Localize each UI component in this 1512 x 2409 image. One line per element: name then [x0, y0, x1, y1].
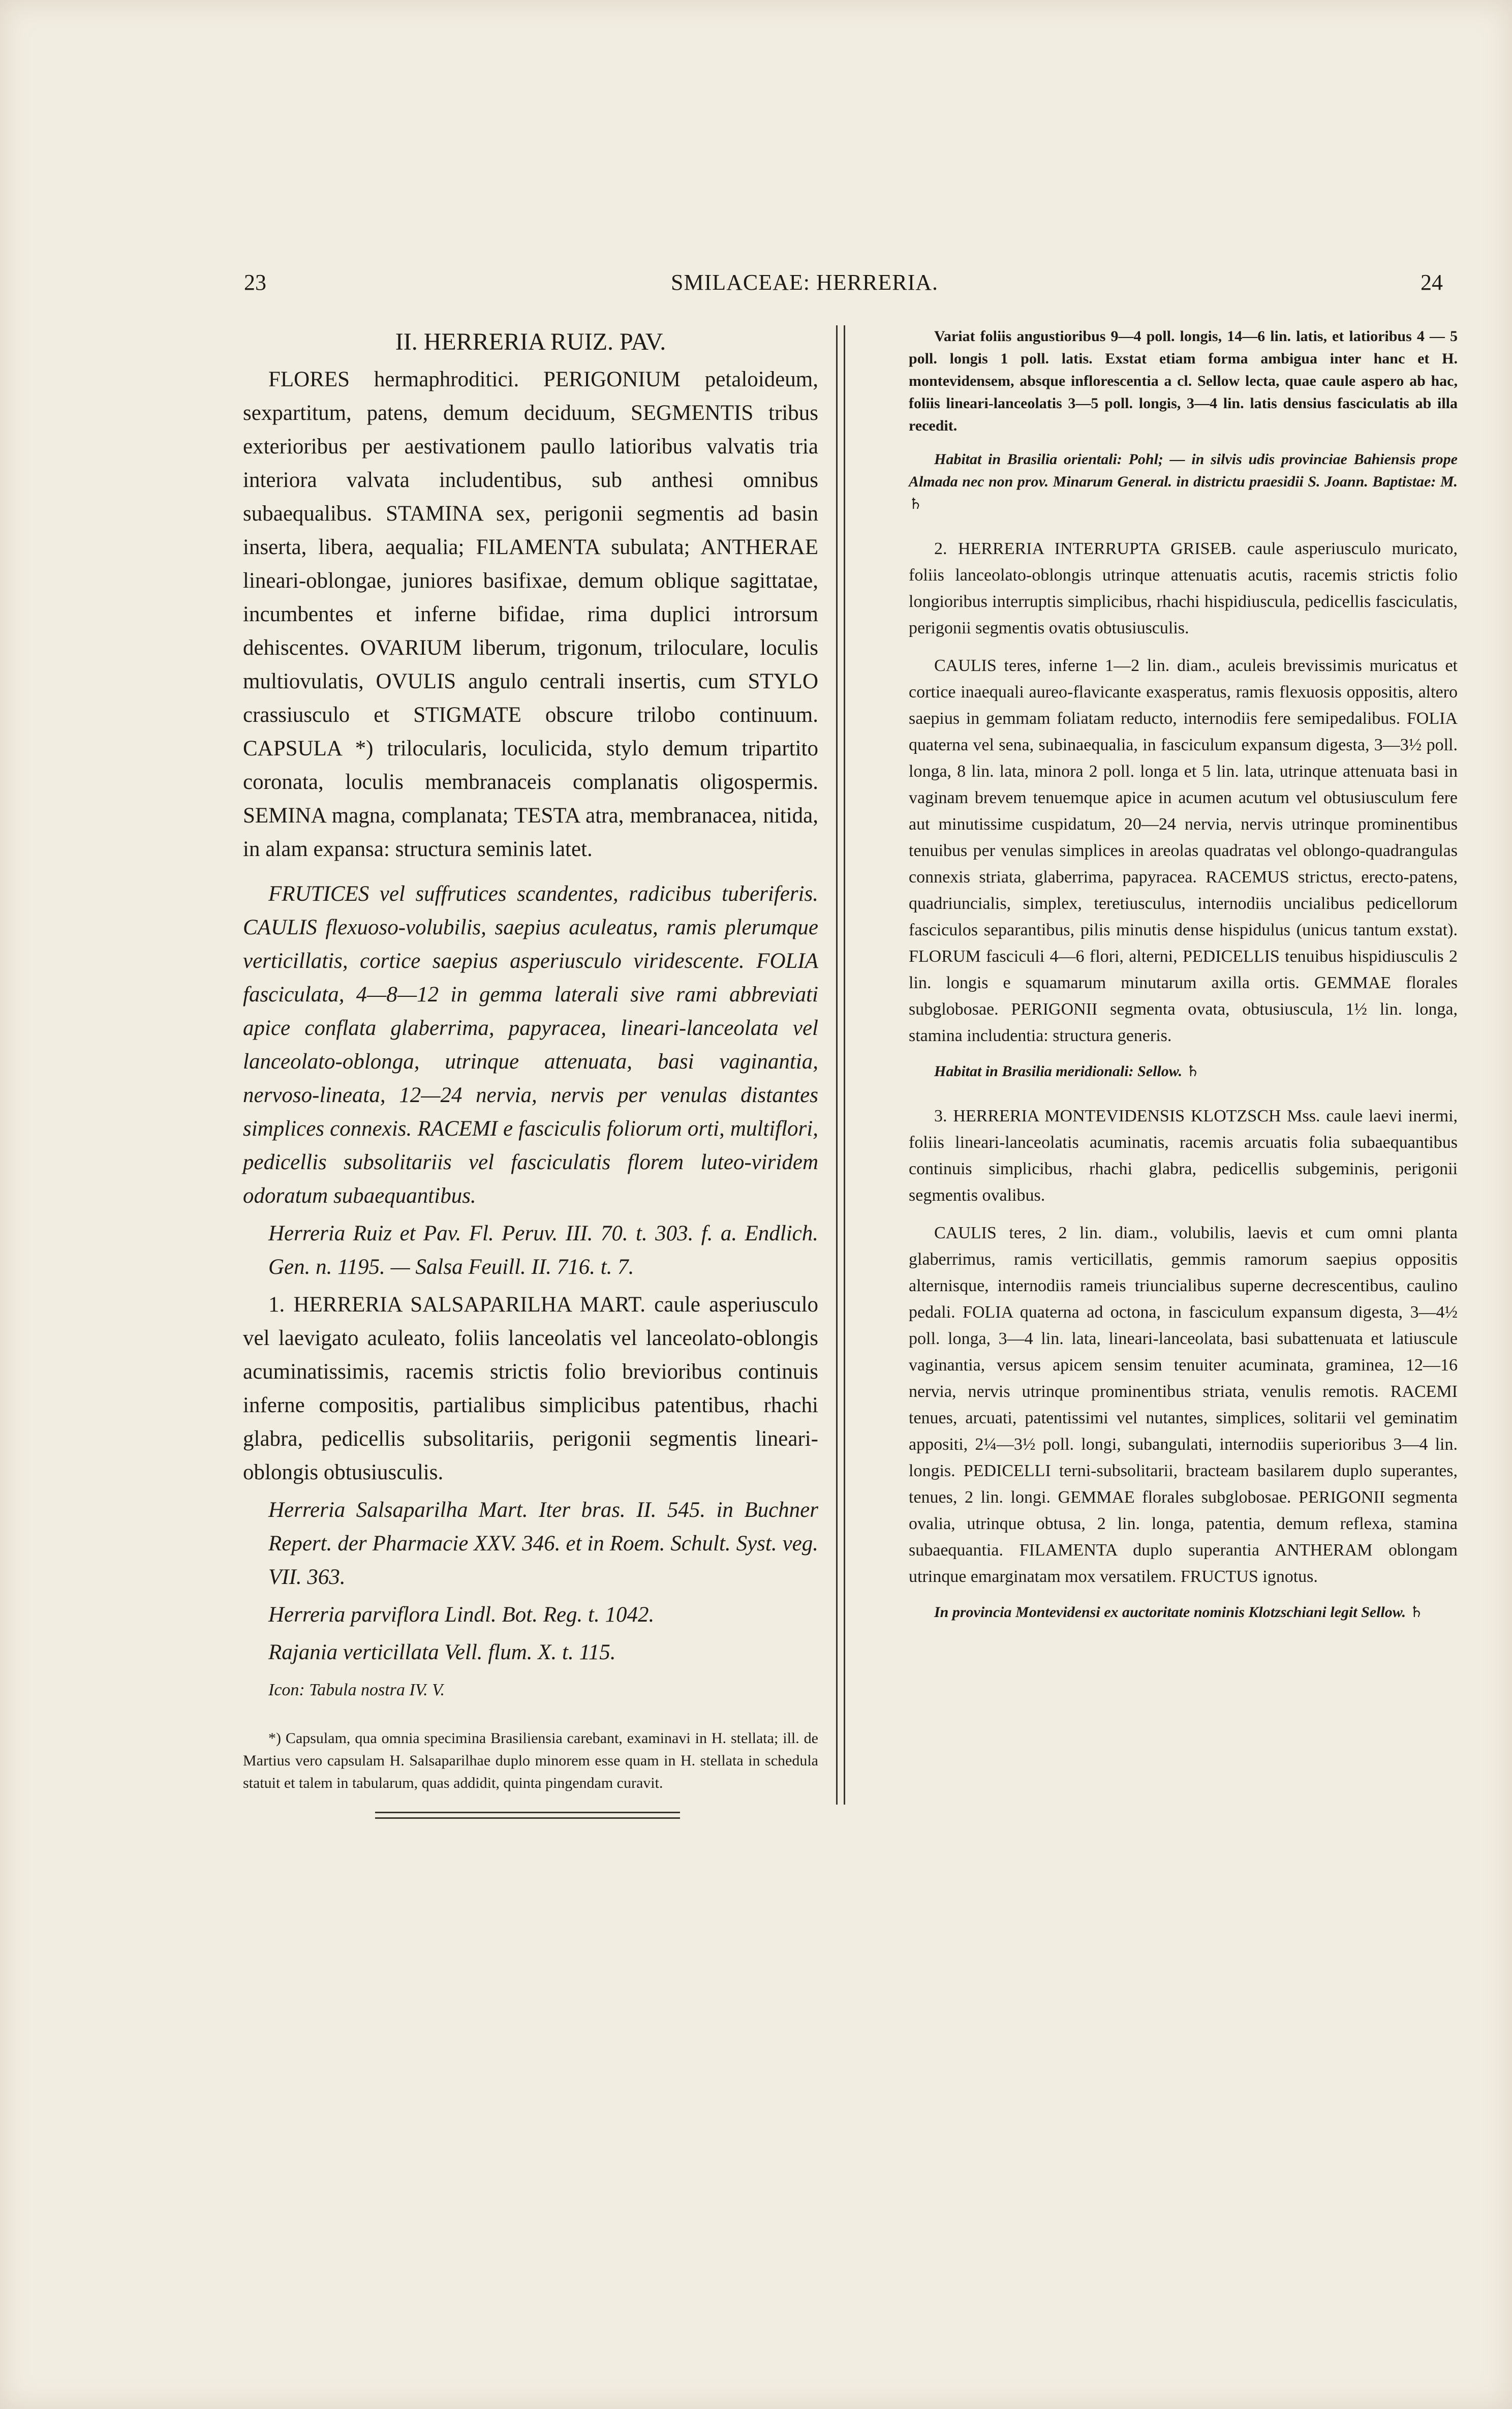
column-divider	[836, 325, 845, 1805]
species-1-citation-1: Herreria Salsaparilha Mart. Iter bras. II. 545. in Buchner Repert. der Pharmacie XXV. 346. et in Roem. Schult. Syst. veg. VII. 363.	[268, 1498, 818, 1589]
page-number-right: 24	[1421, 270, 1443, 295]
left-column	[243, 325, 818, 1819]
end-rule	[375, 1812, 680, 1813]
species-2-description: CAULIS teres, inferne 1—2 lin. diam., aculeis brevissimis muricatus et cortice inaequali aureo-flavicante exasperatus, ramis flexuosis oppositis, altero saepius in gemmam foliatam reducto, internodiis fere semipedalibus. FOLIA quaterna vel sena, subinaequalia, in fasciculum expansum digesta, 3—3½ poll. longa, 8 lin. lata, minora 2 poll. longa et 5 lin. lata, utrinque attenuata basi in vaginam brevem tenuemque apice in acumen acutum vel obtusiusculum fere aut minutissime cuspidatum, 20—24 nervia, nervis utrinque prominentibus tenuibus per venulas simplices in areolas quadratas vel oblongo-quadrangulas connexis striata, glaberrima, papyracea. RACEMUS strictus, erecto-patens, quadriuncialis, simplex, teretiusculus, internodiis uncialibus pedicellorum fasciculos separantibus, pilis minutis dense hispidulus (unicus tantum exstat). FLORUM fasciculi 4—6 flori, alterni, PEDICELLIS tenuibus hispidiusculis 2 lin. longis e squamarum minutarum axilla ortis. GEMMAE florales subglobosae. PERIGONII segmenta ovata, obtusiuscula, 1½ lin. longa, stamina includentia: structura generis.	[909, 656, 1458, 1045]
variety-note: Variat foliis angustioribus 9—4 poll. longis, 14—6 lin. latis, et latioribus 4 — 5 poll. longis 1 poll. latis. Exstat etiam forma ambigua inter hanc et H. montevidensem, absque inflorescentia a cl. Sellow lecta, quae caule aspero ab hac, foliis lineari-lanceolatis 3—5 poll. longis, 3—4 lin. latis densius fasciculatis ab illa recedit.	[909, 328, 1458, 434]
species-1-diagnosis: caule asperiusculo vel laevigato aculeato, foliis lanceolatis vel lanceolato-oblongis acuminatissimis, racemis strictis folio brevioribus continuis inferne compositis, partialibus simplicibus patentibus, rhachi glabra, pedicellis subsolitariis, perigonii segmentis lineari-oblongis obtusiusculis.	[243, 1293, 819, 1484]
genus-citation: Herreria Ruiz et Pav. Fl. Peruv. III. 70. t. 303. f. a. Endlich. Gen. n. 1195. — Salsa Feuill. II. 716. t. 7.	[268, 1222, 818, 1279]
genus-heading: II. HERRERIA RUIZ. PAV.	[395, 328, 666, 355]
species-1-citation-3: Rajania verticillata Vell. flum. X. t. 115.	[268, 1640, 616, 1664]
footnote: *) Capsulam, qua omnia specimina Brasiliensia carebant, examinavi in H. stellata; ill. de Martius vero capsulam H. Salsaparilhae duplo minorem esse quam in H. stellata in schedula statuit et talem in tabularum, quas addidit, quinta pingendam curavit.	[243, 1730, 818, 1791]
species-3	[909, 1103, 1458, 1209]
species-1	[243, 1288, 818, 1489]
genus-description: FLORES hermaphroditici. PERIGONIUM petaloideum, sexpartitum, patens, demum deciduum, SEGMENTIS tribus exterioribus per aestivationem paullo latioribus valvatis tria interiora valvata includentibus, sub anthesi omnibus subaequalibus. STAMINA sex, perigonii segmentis ad basin inserta, libera, aequalia; FILAMENTA subulata; ANTHERAE lineari-oblongae, juniores basifixae, demum oblique sagittatae, incumbentes et inferne bifidae, rima duplici introrsum dehiscentes. OVARIUM liberum, trigonum, triloculare, loculis multiovulatis, OVULIS angulo centrali insertis, cum STYLO crassiusculo et STIGMATE obscure trilobo continuum. CAPSULA *) trilocularis, loculicida, stylo demum tripartito coronata, loculis membranaceis complanatis oligospermis. SEMINA magna, complanata; TESTA atra, membranacea, nitida, in alam expansa: structura seminis latet.	[243, 368, 818, 861]
species-3-habitat: In provincia Montevidensi ex auctoritate nominis Klotzschiani legit Sellow. ♄	[934, 1604, 1424, 1621]
end-rule-2	[375, 1817, 680, 1819]
species-1-habitat: Habitat in Brasilia orientali: Pohl; — in silvis udis provinciae Bahiensis prope Almada nec non prov. Minarum General. in districtu praesidii S. Joann. Baptistae: M. ♄	[909, 451, 1458, 512]
species-3-heading: 3. HERRERIA MONTEVIDENSIS KLOTZSCH Mss.	[934, 1107, 1320, 1125]
species-3-diagnosis: caule laevi inermi, foliis lineari-lanceolatis acuminatis, racemis arcuatis folia subaequantibus continuis simplicibus, rhachi glabra, pedicellis subgeminis, perigonii segmentis ovalibus.	[909, 1107, 1458, 1205]
species-2-diagnosis: caule asperiusculo muricato, foliis lanceolato-oblongis utrinque attenuatis acutis, racemis strictis folio longioribus interruptis simplicibus, rhachi hispidiuscula, pedicellis fasciculatis, perigonii segmentis ovatis obtusiusculis.	[909, 539, 1458, 637]
right-column	[909, 325, 1458, 1624]
species-1-icon: Icon: Tabula nostra IV. V.	[268, 1681, 445, 1699]
running-title: SMILACEAE: HERRERIA.	[671, 270, 938, 295]
genus-habit: FRUTICES vel suffrutices scandentes, radicibus tuberiferis. CAULIS flexuoso-volubilis, saepius aculeatus, ramis plerumque verticillatis, cortice saepius asperiusculo viridescente. FOLIA fasciculata, 4—8—12 in gemma laterali sive rami abbreviati apice conflata glaberrima, papyracea, lineari-lanceolata vel lanceolato-oblonga, utrinque attenuata, basi vaginantia, nervoso-lineata, 12—24 nervia, nervis per venulas distantes simplices connexis. RACEMI e fasciculis foliorum orti, multiflori, pedicellis subsolitariis vel fasciculatis florem luteo-viridem odoratum subaequantibus.	[243, 882, 818, 1208]
species-2-heading: 2. HERRERIA INTERRUPTA GRISEB.	[934, 539, 1237, 558]
species-2	[909, 536, 1458, 642]
page-number-left: 23	[244, 270, 266, 295]
species-1-citation-2: Herreria parviflora Lindl. Bot. Reg. t. 1042.	[268, 1603, 655, 1627]
species-2-habitat: Habitat in Brasilia meridionali: Sellow. ♄	[934, 1063, 1200, 1080]
species-3-description: CAULIS teres, 2 lin. diam., volubilis, laevis et cum omni planta glaberrimus, ramis verticillatis, gemmis ramorum saepius oppositis alternisque, internodiis rameis triuncialibus superne decrescentibus, caulino pedali. FOLIA quaterna ad octona, in fasciculum expansum digesta, 3—4½ poll. longa, 3—4 lin. lata, lineari-lanceolata, basi subattenuata et latiuscule vaginantia, versus apicem sensim tenuiter acuminata, graminea, 12—16 nervia, nervis utrinque prominentibus striata, venulis remotis. RACEMI tenues, arcuati, patentissimi vel nutantes, simplices, solitarii vel geminatim appositi, 2¼—3½ poll. longi, subangulati, internodiis superioribus 3—4 lin. longis. PEDICELLI terni-subsolitarii, bracteam basilarem duplo superantes, tenues, 2 lin. longi. GEMMAE florales subglobosae. PERIGONII segmenta ovalia, utrinque obtusa, 2 lin. longa, patentia, demum reflexa, stamina subaequantia. FILAMENTA duplo superantia ANTHERAM oblongam utrinque emarginatam mox versatilem. FRUCTUS ignotus.	[909, 1224, 1458, 1586]
species-1-heading: 1. HERRERIA SALSAPARILHA MART.	[268, 1293, 645, 1317]
